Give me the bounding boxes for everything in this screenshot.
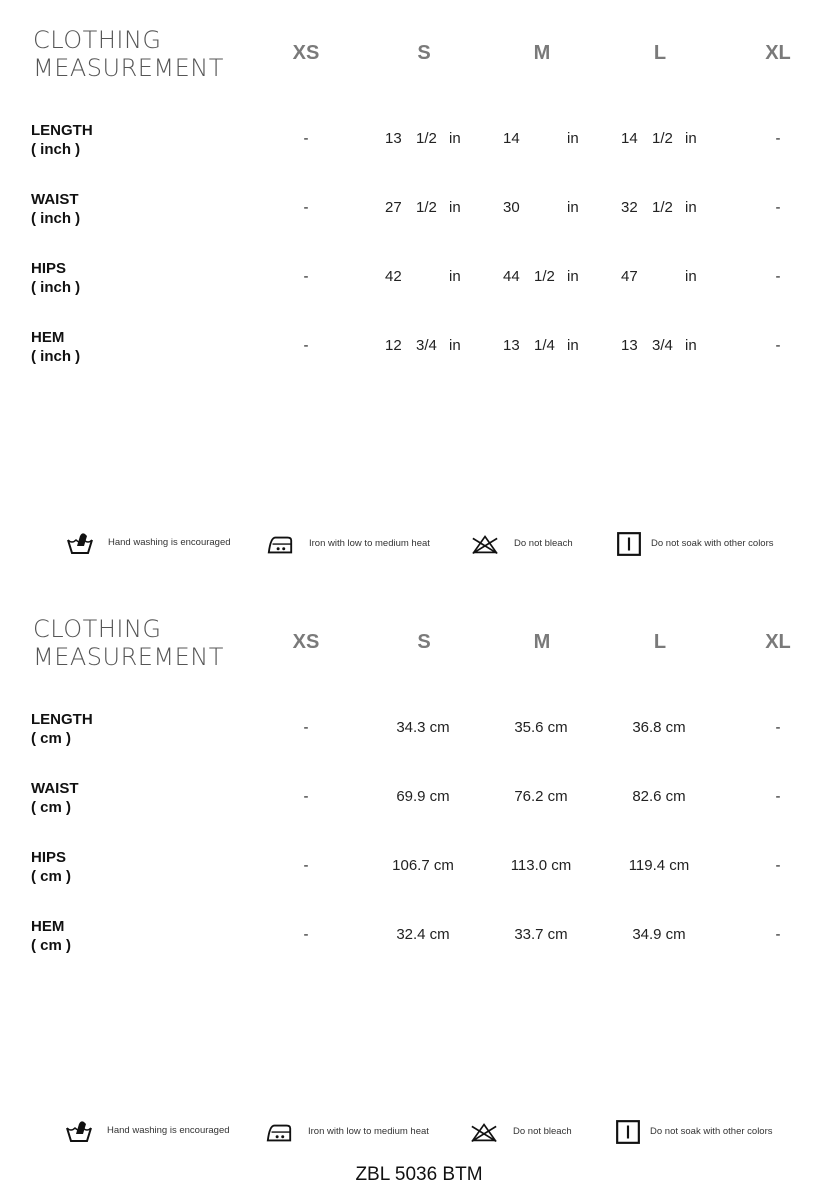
row-label <box>31 710 93 748</box>
iron-icon <box>265 1120 293 1146</box>
cell-m-whole: 44 <box>503 268 520 285</box>
care-text-hand-wash: Hand washing is encouraged <box>107 1125 230 1136</box>
cell-s-whole: 42 <box>385 268 402 285</box>
cell-m-whole: 13 <box>503 337 520 354</box>
row-label <box>31 328 80 366</box>
cell-xs: - <box>303 857 309 874</box>
measure-name: HIPS <box>31 849 67 866</box>
cell-xl: - <box>775 788 781 805</box>
measure-unit: ( inch ) <box>31 279 81 296</box>
measure-name: HIPS <box>31 260 67 277</box>
cell-m-fraction: 1/2 <box>534 268 555 285</box>
cell-xs: - <box>303 268 309 285</box>
cell-xl: - <box>775 199 781 216</box>
cell-m: 35.6 cm <box>514 719 568 736</box>
cell-m-unit: in <box>567 337 579 354</box>
cell-l-fraction: 1/2 <box>652 130 673 147</box>
row-label <box>31 779 79 817</box>
care-text-hand-wash: Hand washing is encouraged <box>108 537 231 548</box>
care-text-iron: Iron with low to medium heat <box>308 1126 429 1137</box>
cell-s: 34.3 cm <box>396 719 450 736</box>
measure-name: LENGTH <box>31 122 93 139</box>
care-text-no-soak: Do not soak with other colors <box>651 538 774 549</box>
cell-s-unit: in <box>449 199 461 216</box>
size-header-s: S <box>417 631 431 653</box>
measure-unit: ( inch ) <box>31 210 81 227</box>
cell-s: 32.4 cm <box>396 926 450 943</box>
measure-name: LENGTH <box>31 711 93 728</box>
cell-m: 113.0 cm <box>510 857 572 874</box>
measure-name: HEM <box>31 329 65 346</box>
cell-m: 76.2 cm <box>514 788 568 805</box>
title-line-2: MEASUREMENT <box>33 643 224 671</box>
measure-unit: ( inch ) <box>31 141 81 158</box>
cell-l: 119.4 cm <box>628 857 690 874</box>
cell-xl: - <box>775 130 781 147</box>
cell-xl: - <box>775 926 781 943</box>
cell-xs: - <box>303 926 309 943</box>
cell-s: 69.9 cm <box>396 788 450 805</box>
cell-s-unit: in <box>449 337 461 354</box>
measure-unit: ( inch ) <box>31 348 81 365</box>
cell-l-unit: in <box>685 130 697 147</box>
cell-m-whole: 14 <box>503 130 520 147</box>
cell-l-whole: 14 <box>621 130 638 147</box>
measure-unit: ( cm ) <box>31 799 72 816</box>
section-title <box>33 615 224 671</box>
cell-xl: - <box>775 719 781 736</box>
iron-icon <box>266 532 294 558</box>
size-header-m: M <box>533 631 551 653</box>
measure-unit: ( cm ) <box>31 868 72 885</box>
care-text-no-bleach: Do not bleach <box>513 1126 572 1137</box>
product-code: ZBL 5036 BTM <box>355 1164 483 1185</box>
cell-s-unit: in <box>449 130 461 147</box>
measure-name: HEM <box>31 918 65 935</box>
cell-l-fraction: 1/2 <box>652 199 673 216</box>
no-bleach-icon <box>470 1119 498 1145</box>
cell-s-whole: 27 <box>385 199 402 216</box>
cell-xs: - <box>303 199 309 216</box>
cell-xs: - <box>303 719 309 736</box>
title-line-1: CLOTHING <box>33 26 162 54</box>
size-header-xl: XL <box>765 42 791 64</box>
cell-l-whole: 32 <box>621 199 638 216</box>
cell-m-whole: 30 <box>503 199 520 216</box>
size-header-xs: XS <box>292 42 320 64</box>
size-header-m: M <box>533 42 551 64</box>
row-label <box>31 121 93 159</box>
row-label <box>31 917 71 955</box>
cell-l: 36.8 cm <box>632 719 686 736</box>
measure-unit: ( cm ) <box>31 937 72 954</box>
cell-s-fraction: 1/2 <box>416 199 437 216</box>
size-header-s: S <box>417 42 431 64</box>
section-title <box>33 26 224 82</box>
cell-s-whole: 13 <box>385 130 402 147</box>
measure-unit: ( cm ) <box>31 730 72 747</box>
cell-l: 34.9 cm <box>632 926 686 943</box>
cell-s-fraction: 1/2 <box>416 130 437 147</box>
cell-m-fraction: 1/4 <box>534 337 555 354</box>
cell-l-whole: 13 <box>621 337 638 354</box>
care-text-no-bleach: Do not bleach <box>514 538 573 549</box>
cell-l-unit: in <box>685 337 697 354</box>
cell-xs: - <box>303 337 309 354</box>
cell-l-unit: in <box>685 199 697 216</box>
cell-m-unit: in <box>567 199 579 216</box>
cell-xs: - <box>303 788 309 805</box>
cell-l-whole: 47 <box>621 268 638 285</box>
hand-wash-icon <box>65 1118 93 1144</box>
measure-name: WAIST <box>31 780 79 797</box>
row-label <box>31 848 71 886</box>
measure-name: WAIST <box>31 191 79 208</box>
cell-s: 106.7 cm <box>392 857 454 874</box>
cell-s-fraction: 3/4 <box>416 337 437 354</box>
cell-m-unit: in <box>567 268 579 285</box>
no-soak-icon <box>614 1119 642 1145</box>
cell-m-unit: in <box>567 130 579 147</box>
title-line-2: MEASUREMENT <box>33 54 224 82</box>
size-header-l: L <box>653 42 667 64</box>
title-line-1: CLOTHING <box>33 615 162 643</box>
care-text-no-soak: Do not soak with other colors <box>650 1126 773 1137</box>
cell-s-unit: in <box>449 268 461 285</box>
care-text-iron: Iron with low to medium heat <box>309 538 430 549</box>
no-soak-icon <box>615 531 643 557</box>
size-header-l: L <box>653 631 667 653</box>
hand-wash-icon <box>66 530 94 556</box>
cell-s-whole: 12 <box>385 337 402 354</box>
cell-l: 82.6 cm <box>632 788 686 805</box>
cell-m: 33.7 cm <box>514 926 568 943</box>
cell-xs: - <box>303 130 309 147</box>
size-header-xl: XL <box>765 631 791 653</box>
cell-l-unit: in <box>685 268 697 285</box>
cell-xl: - <box>775 268 781 285</box>
row-label <box>31 190 80 228</box>
cell-xl: - <box>775 337 781 354</box>
cell-l-fraction: 3/4 <box>652 337 673 354</box>
row-label <box>31 259 80 297</box>
no-bleach-icon <box>471 531 499 557</box>
cell-xl: - <box>775 857 781 874</box>
size-header-xs: XS <box>292 631 320 653</box>
